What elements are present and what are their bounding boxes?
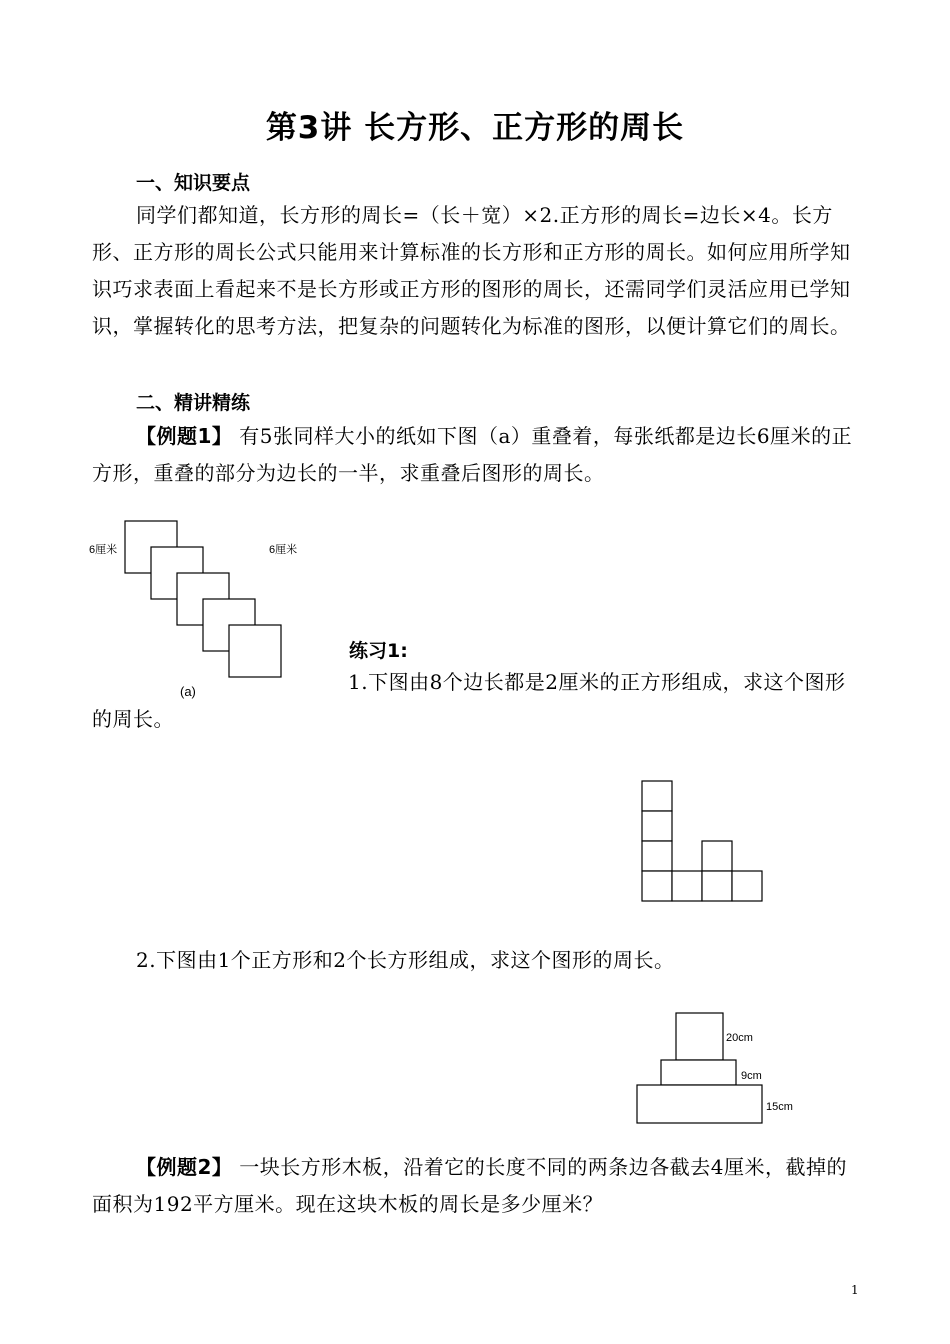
page-title: 第3讲 长方形、正方形的周长 [265,110,685,146]
figure-a-caption: (a) [180,684,196,699]
grid-square [642,781,672,811]
label-20cm: 20cm [726,1032,753,1044]
example1-text: 有5张同样大小的纸如下图（a）重叠着，每张纸都是边长6厘米的正方形，重叠的部分为边长的一半，求重叠后图形的周长。 [92,424,853,485]
practice1-question-1: 1.下图由8个边长都是2厘米的正方形组成，求这个图形的周长。 [92,670,846,731]
section-heading-knowledge: 一、知识要点 [136,172,251,194]
example2-paragraph [92,1149,864,1223]
practice1-heading: 练习1: [349,640,408,662]
section-heading-practice: 二、精讲精练 [136,392,251,414]
grid-square [702,871,732,901]
figure-square-rectangles [633,1008,833,1128]
top-square [676,1013,723,1060]
page-number: 1 [851,1283,859,1297]
grid-square [672,871,702,901]
grid-square [732,871,762,901]
grid-square [642,871,672,901]
figure-eight-squares [640,778,766,906]
label-9cm: 9cm [741,1070,762,1082]
figure-a-left-label: 6厘米 [89,544,118,556]
practice1-question-2: 2.下图由1个正方形和2个长方形组成，求这个图形的周长。 [136,948,675,972]
bottom-rectangle [637,1085,762,1123]
example1-label: 【例题1】 [136,424,233,448]
grid-square [702,841,732,871]
grid-square [642,841,672,871]
figure-a-right-label: 6厘米 [269,544,298,556]
label-15cm: 15cm [766,1101,793,1113]
example2-label: 【例题2】 [136,1155,233,1179]
middle-rectangle [661,1060,736,1085]
grid-square [642,811,672,841]
knowledge-paragraph: 同学们都知道，长方形的周长=（长＋宽）×2.正方形的周长=边长×4。长方形、正方形的周长公式只能用来计算标准的长方形和正方形的周长。如何应用所学知识巧求表面上看起来不是长方形或正方形的图形的周长，还需同学们灵活应用已学知识，掌握转化的思考方法，把复杂的问题转化为标准的图形，以便计算它们的周长。 [92,203,851,338]
example1-paragraph [92,418,864,492]
example2-text: 一块长方形木板，沿着它的长度不同的两条边各截去4厘米，截掉的面积为192平方厘米。现在这块木板的周长是多少厘米？ [92,1155,848,1216]
